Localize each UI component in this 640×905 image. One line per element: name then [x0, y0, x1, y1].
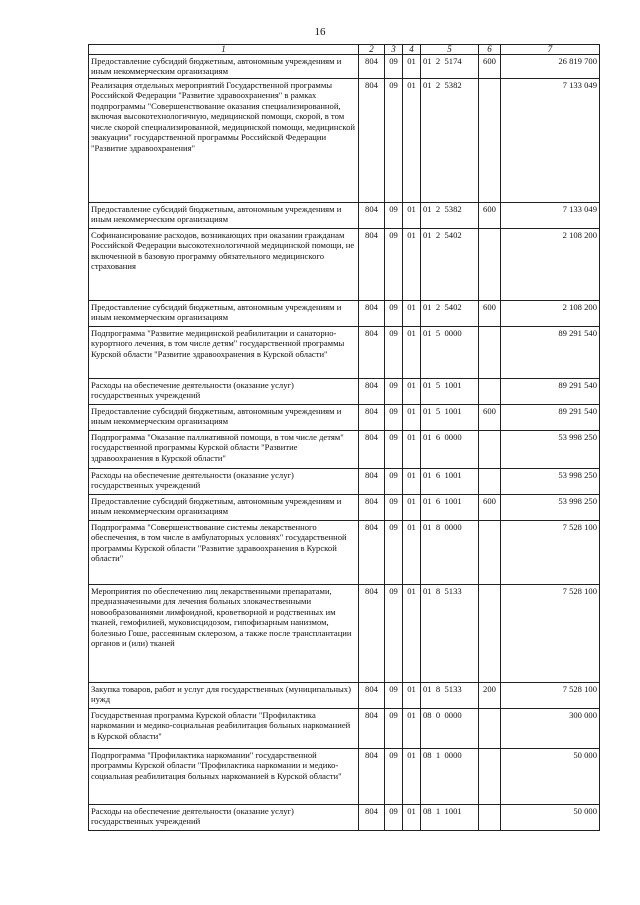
row-col-4: 01: [403, 404, 421, 430]
row-col-5: 08 0 0000: [421, 708, 479, 748]
row-col-7: 7 528 100: [501, 584, 600, 682]
row-col-5: 08 1 0000: [421, 748, 479, 804]
column-header-3: 3: [385, 45, 403, 55]
table-row: [89, 404, 600, 430]
row-col-5: 01 8 0000: [421, 520, 479, 584]
row-col-3: 09: [385, 404, 403, 430]
row-col-3: 09: [385, 494, 403, 520]
table-row: [89, 78, 600, 202]
row-col-6: 600: [479, 300, 501, 326]
row-col-2: 804: [359, 494, 385, 520]
row-col-3: 09: [385, 228, 403, 300]
table-row: [89, 708, 600, 748]
row-col-6: [479, 520, 501, 584]
row-description: Закупка товаров, работ и услуг для государственных (муниципальных) нужд: [89, 682, 359, 708]
row-col-5: 08 1 1001: [421, 804, 479, 830]
table-header-row: [89, 45, 600, 55]
row-col-3: 09: [385, 748, 403, 804]
row-col-2: 804: [359, 326, 385, 378]
row-col-7: 50 000: [501, 804, 600, 830]
row-col-4: 01: [403, 468, 421, 494]
row-col-2: 804: [359, 430, 385, 468]
row-col-5: 01 2 5174: [421, 55, 479, 79]
row-col-5: 01 2 5382: [421, 78, 479, 202]
row-col-3: 09: [385, 520, 403, 584]
row-col-5: 01 5 1001: [421, 404, 479, 430]
row-col-2: 804: [359, 55, 385, 79]
table-row: [89, 378, 600, 404]
table-row: [89, 748, 600, 804]
column-header-6: 6: [479, 45, 501, 55]
row-col-7: 300 000: [501, 708, 600, 748]
budget-table: [88, 44, 600, 831]
column-header-2: 2: [359, 45, 385, 55]
row-col-4: 01: [403, 804, 421, 830]
row-col-5: 01 6 0000: [421, 430, 479, 468]
row-description: Расходы на обеспечение деятельности (оказание услуг) государственных учреждений: [89, 378, 359, 404]
row-col-6: [479, 228, 501, 300]
row-col-2: 804: [359, 520, 385, 584]
table-row: [89, 468, 600, 494]
row-col-6: 600: [479, 202, 501, 228]
row-col-4: 01: [403, 748, 421, 804]
row-col-6: 600: [479, 404, 501, 430]
row-col-2: 804: [359, 682, 385, 708]
row-col-2: 804: [359, 404, 385, 430]
row-col-2: 804: [359, 584, 385, 682]
row-description: Предоставление субсидий бюджетным, автономным учреждениям и иным некоммерческим организациям: [89, 202, 359, 228]
row-col-4: 01: [403, 78, 421, 202]
table-row: [89, 326, 600, 378]
table-row: [89, 430, 600, 468]
table-row: [89, 520, 600, 584]
row-col-2: 804: [359, 804, 385, 830]
row-col-3: 09: [385, 78, 403, 202]
row-col-3: 09: [385, 378, 403, 404]
row-col-6: [479, 584, 501, 682]
row-col-2: 804: [359, 378, 385, 404]
row-description: Подпрограмма "Оказание паллиативной помощи, в том числе детям" государственной программы Курской области "Развитие здравоохранения в Курской области": [89, 430, 359, 468]
row-description: Подпрограмма "Развитие медицинской реабилитации и санаторно-курортного лечения, в том числе детям" государственной программы Курской области "Развитие здравоохранения в Курской области": [89, 326, 359, 378]
row-col-3: 09: [385, 300, 403, 326]
column-header-4: 4: [403, 45, 421, 55]
row-description: Мероприятия по обеспечению лиц лекарственными препаратами, предназначенными для лечения больных злокачественными новообразованиями лимфоидной, кроветворной и родственных им тканей, гемофилией, муковисцидозом, гипофизарным нанизмом, болезнью Гоше, рассеянным склерозом, а также после трансплантации органов и (или) тканей: [89, 584, 359, 682]
row-description: Расходы на обеспечение деятельности (оказание услуг) государственных учреждений: [89, 804, 359, 830]
row-col-3: 09: [385, 682, 403, 708]
row-col-5: 01 8 5133: [421, 584, 479, 682]
row-col-7: 2 108 200: [501, 228, 600, 300]
row-col-2: 804: [359, 202, 385, 228]
row-col-7: 7 528 100: [501, 520, 600, 584]
row-col-2: 804: [359, 748, 385, 804]
row-col-4: 01: [403, 326, 421, 378]
row-col-5: 01 6 1001: [421, 494, 479, 520]
row-col-6: [479, 378, 501, 404]
row-description: Предоставление субсидий бюджетным, автономным учреждениям и иным некоммерческим организациям: [89, 300, 359, 326]
row-col-2: 804: [359, 708, 385, 748]
table-row: [89, 228, 600, 300]
column-header-1: 1: [89, 45, 359, 55]
table-row: [89, 494, 600, 520]
row-col-7: 7 133 049: [501, 78, 600, 202]
row-col-4: 01: [403, 494, 421, 520]
row-col-5: 01 2 5382: [421, 202, 479, 228]
row-col-5: 01 5 0000: [421, 326, 479, 378]
row-col-7: 53 998 250: [501, 468, 600, 494]
row-description: Государственная программа Курской области "Профилактика наркомании и медико-социальная реабилитация больных наркоманией в Курской области": [89, 708, 359, 748]
row-col-7: 53 998 250: [501, 494, 600, 520]
table-row: [89, 584, 600, 682]
row-col-4: 01: [403, 202, 421, 228]
row-col-3: 09: [385, 55, 403, 79]
row-col-5: 01 5 1001: [421, 378, 479, 404]
column-header-5: 5: [421, 45, 479, 55]
row-col-2: 804: [359, 468, 385, 494]
row-description: Расходы на обеспечение деятельности (оказание услуг) государственных учреждений: [89, 468, 359, 494]
row-col-3: 09: [385, 468, 403, 494]
table-row: [89, 55, 600, 79]
row-description: Подпрограмма "Профилактика наркомании" государственной программы Курской области "Профилактика наркомании и медико-социальная реабилитация больных наркоманией в Курской области": [89, 748, 359, 804]
row-col-3: 09: [385, 804, 403, 830]
row-col-6: 600: [479, 55, 501, 79]
row-col-6: [479, 430, 501, 468]
row-col-4: 01: [403, 520, 421, 584]
table-row: [89, 202, 600, 228]
row-col-7: 89 291 540: [501, 378, 600, 404]
row-col-7: 50 000: [501, 748, 600, 804]
row-col-7: 7 528 100: [501, 682, 600, 708]
row-col-7: 26 819 700: [501, 55, 600, 79]
row-col-5: 01 2 5402: [421, 228, 479, 300]
row-col-4: 01: [403, 682, 421, 708]
table-row: [89, 804, 600, 830]
row-col-2: 804: [359, 78, 385, 202]
row-col-4: 01: [403, 228, 421, 300]
row-description: Софинансирование расходов, возникающих при оказании гражданам Российской Федерации высокотехнологичной медицинской помощи, не включенной в базовую программу обязательного медицинского страхования: [89, 228, 359, 300]
row-col-3: 09: [385, 708, 403, 748]
row-col-4: 01: [403, 378, 421, 404]
row-col-4: 01: [403, 300, 421, 326]
row-col-6: [479, 708, 501, 748]
row-col-7: 53 998 250: [501, 430, 600, 468]
row-col-6: [479, 326, 501, 378]
row-col-6: [479, 468, 501, 494]
row-col-5: 01 6 1001: [421, 468, 479, 494]
row-description: Предоставление субсидий бюджетным, автономным учреждениям и иным некоммерческим организациям: [89, 55, 359, 79]
row-description: Предоставление субсидий бюджетным, автономным учреждениям и иным некоммерческим организациям: [89, 494, 359, 520]
row-col-4: 01: [403, 55, 421, 79]
row-description: Предоставление субсидий бюджетным, автономным учреждениям и иным некоммерческим организациям: [89, 404, 359, 430]
row-col-7: 89 291 540: [501, 404, 600, 430]
row-col-4: 01: [403, 708, 421, 748]
row-description: Подпрограмма "Совершенствование системы лекарственного обеспечения, в том числе в амбулаторных условиях" государственной программы Курской области "Развитие здравоохранения в Курской области": [89, 520, 359, 584]
page-number: 16: [314, 26, 326, 38]
row-col-6: [479, 78, 501, 202]
row-col-5: 01 8 5133: [421, 682, 479, 708]
row-col-6: 200: [479, 682, 501, 708]
row-col-4: 01: [403, 430, 421, 468]
row-col-7: 7 133 049: [501, 202, 600, 228]
row-col-7: 89 291 540: [501, 326, 600, 378]
row-col-6: [479, 804, 501, 830]
row-col-7: 2 108 200: [501, 300, 600, 326]
row-col-4: 01: [403, 584, 421, 682]
row-col-6: [479, 748, 501, 804]
row-col-2: 804: [359, 228, 385, 300]
row-col-6: 600: [479, 494, 501, 520]
row-col-2: 804: [359, 300, 385, 326]
row-col-3: 09: [385, 430, 403, 468]
row-description: Реализация отдельных мероприятий Государственной программы Российской Федерации "Развитие здравоохранения" в рамках подпрограммы "Совершенствование оказания специализированной, включая высокотехнологичную, медицинской помощи, скорой, в том числе скорой специализированной, медицинской помощи, медицинской эвакуации" государственной программы Российской Федерации "Развитие здравоохранения": [89, 78, 359, 202]
table-row: [89, 300, 600, 326]
column-header-7: 7: [501, 45, 600, 55]
table-row: [89, 682, 600, 708]
row-col-3: 09: [385, 202, 403, 228]
row-col-3: 09: [385, 584, 403, 682]
row-col-5: 01 2 5402: [421, 300, 479, 326]
row-col-3: 09: [385, 326, 403, 378]
